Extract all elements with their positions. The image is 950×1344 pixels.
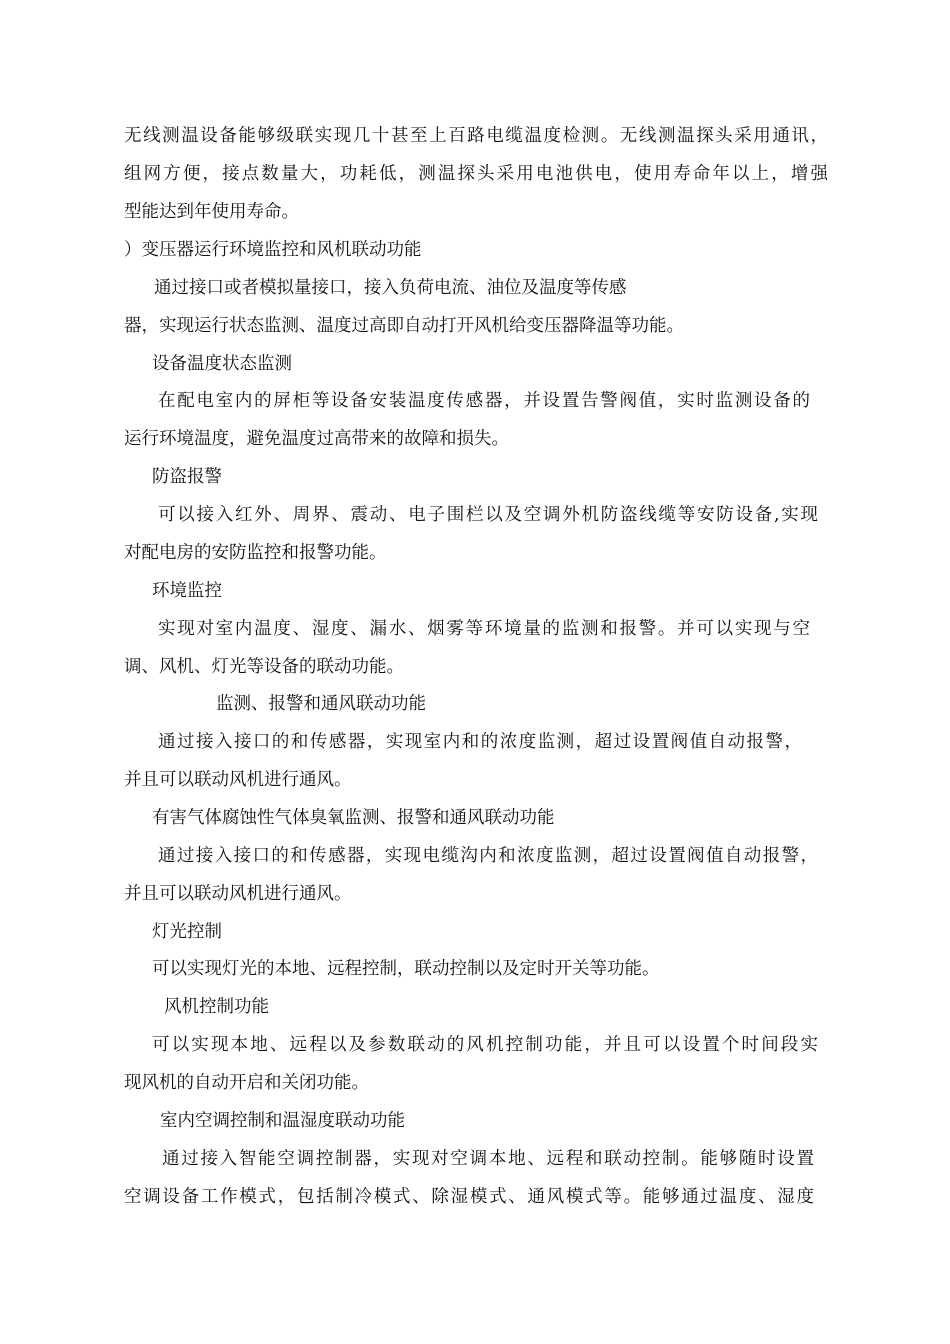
body-text-line: 通过接入接口的和传感器，实现室内和的浓度监测，超过设置阀值自动报警，: [158, 732, 802, 752]
body-text-line: 通过接口或者模拟量接口，接入负荷电流、油位及温度等传感: [154, 278, 627, 298]
body-text-line: 器，实现运行状态监测、温度过高即自动打开风机给变压器降温等功能。: [124, 316, 684, 336]
body-text-line: 调、风机、灯光等设备的联动功能。: [124, 657, 404, 677]
body-text-line: 无线测温设备能够级联实现几十甚至上百路电缆温度检测。无线测温探头采用通讯，: [124, 126, 828, 146]
body-text-line: 通过接入智能空调控制器，实现对空调本地、远程和联动控制。能够随时设置: [162, 1149, 814, 1169]
section-heading: ）变压器运行环境监控和风机联动功能: [124, 240, 422, 260]
section-heading: 设备温度状态监测: [152, 354, 292, 374]
body-text-line: 运行环境温度，避免温度过高带来的故障和损失。: [124, 429, 509, 449]
body-text-line: 组网方便，接点数量大，功耗低，测温探头采用电池供电，使用寿命年以上，增强: [124, 164, 828, 184]
section-heading: 风机控制功能: [164, 997, 269, 1017]
body-text-line: 现风机的自动开启和关闭功能。: [124, 1073, 369, 1093]
section-heading: 监测、报警和通风联动功能: [216, 694, 426, 714]
body-text-line: 并且可以联动风机进行通风。: [124, 770, 352, 790]
body-text-line: 型能达到年使用寿命。: [124, 202, 299, 222]
body-text-line: 在配电室内的屏柜等设备安装温度传感器，并设置告警阀值，实时监测设备的: [158, 391, 810, 411]
section-heading: 防盗报警: [152, 467, 222, 487]
body-text-line: 实现对室内温度、湿度、漏水、烟雾等环境量的监测和报警。并可以实现与空: [158, 619, 810, 639]
body-text-line: 通过接入接口的和传感器，实现电缆沟内和浓度监测，超过设置阀值自动报警，: [158, 846, 818, 866]
section-heading: 有害气体腐蚀性气体臭氧监测、报警和通风联动功能: [152, 808, 555, 828]
section-heading: 环境监控: [152, 581, 222, 601]
body-text-line: 对配电房的安防监控和报警功能。: [124, 543, 387, 563]
body-text-line: 并且可以联动风机进行通风。: [124, 884, 352, 904]
body-text-line: 可以接入红外、周界、震动、电子围栏以及空调外机防盗线缆等安防设备,实现: [158, 505, 818, 525]
section-heading: 灯光控制: [152, 922, 222, 942]
body-text-line: 空调设备工作模式，包括制冷模式、除湿模式、通风模式等。能够通过温度、湿度: [124, 1187, 814, 1207]
body-text-line: 可以实现本地、远程以及参数联动的风机控制功能，并且可以设置个时间段实: [152, 1035, 818, 1055]
section-heading: 室内空调控制和温湿度联动功能: [160, 1111, 405, 1131]
body-text-line: 可以实现灯光的本地、远程控制，联动控制以及定时开关等功能。: [152, 959, 660, 979]
